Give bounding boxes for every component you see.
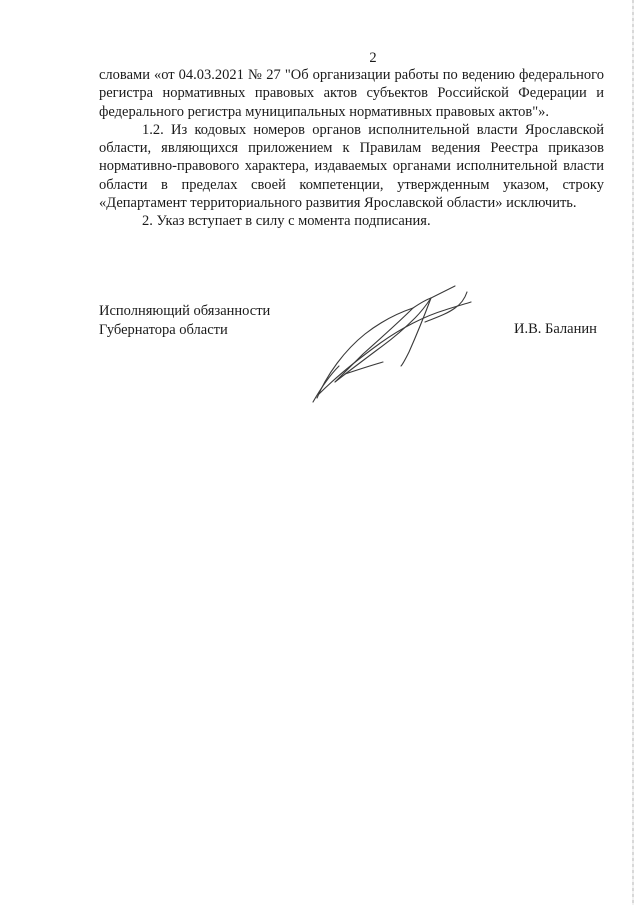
page-number: 2 bbox=[369, 50, 377, 66]
signer-title-line-2: Губернатора области bbox=[99, 321, 228, 338]
signer-name: И.В. Баланин bbox=[514, 321, 597, 337]
scan-edge-artifact bbox=[632, 0, 634, 905]
signer-title-line-1: Исполняющий обязанности bbox=[99, 303, 271, 319]
handwritten-signature bbox=[305, 278, 485, 408]
paragraph-1-2: 1.2. Из кодовых номеров органов исполнительной власти Ярославской области, являющихся приложением к Правилам ведения Реестра приказов нормативно-правового характера, издаваемых органами исполнительной власти области в пределах своей компетенции, утвержденным указом, строку «Департамент территориального развития Ярославской области» исключить. bbox=[99, 121, 604, 212]
signer-title bbox=[99, 302, 270, 339]
document-body bbox=[99, 66, 604, 231]
paragraph-continuation: словами «от 04.03.2021 № 27 "Об организации работы по ведению федерального регистра нормативных правовых актов субъектов Российской Федерации и федерального регистра муниципальных нормативных правовых актов"». bbox=[99, 67, 604, 120]
paragraph-2: 2. Указ вступает в силу с момента подписания. bbox=[142, 213, 431, 230]
